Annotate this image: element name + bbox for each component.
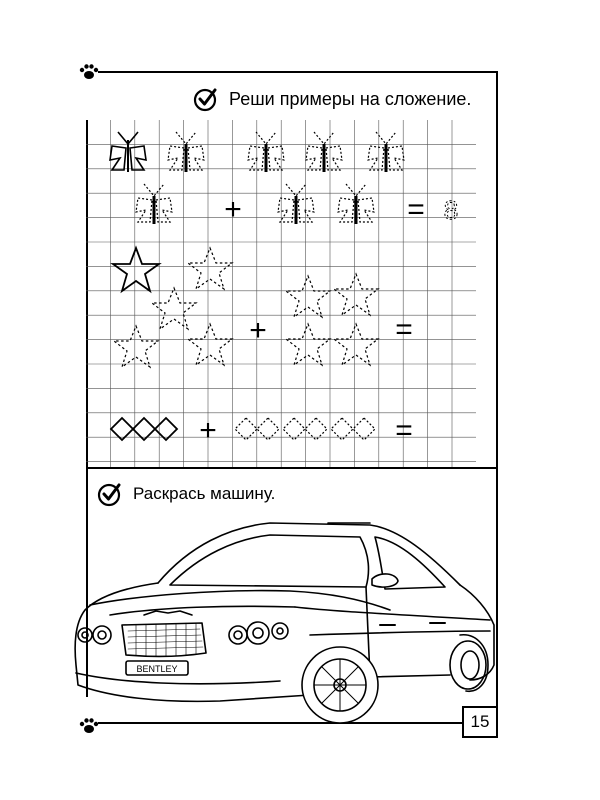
check-circle-icon	[193, 86, 219, 112]
star-icon	[334, 324, 378, 365]
diamond-icon	[353, 418, 375, 440]
answer-dashed: 8	[443, 195, 459, 225]
star-icon	[113, 248, 159, 291]
star-icon	[188, 248, 232, 289]
plus-sign: +	[224, 193, 242, 226]
page-frame-top	[98, 71, 498, 73]
butterfly-icon	[338, 184, 374, 224]
star-icon	[286, 324, 330, 365]
section-divider	[86, 467, 498, 469]
star-icon	[152, 288, 196, 329]
diamond-icon	[111, 418, 177, 440]
task-2-heading	[97, 481, 275, 507]
butterfly-icon	[306, 132, 342, 172]
butterfly-icon	[278, 184, 314, 224]
diamond-icon	[305, 418, 327, 440]
paw-icon	[78, 63, 100, 81]
equals-sign: =	[395, 313, 413, 346]
equals-sign: =	[407, 193, 425, 226]
car-illustration	[70, 515, 500, 730]
plus-sign: +	[249, 314, 267, 347]
check-circle-icon	[97, 481, 123, 507]
star-icon	[114, 326, 158, 367]
task-1-text: Реши примеры на сложение.	[229, 89, 472, 109]
butterfly-icon	[110, 132, 146, 172]
star-icon	[286, 276, 330, 317]
butterfly-icon	[136, 184, 172, 224]
page-number	[462, 706, 498, 738]
plus-sign: +	[199, 414, 217, 447]
grid-lines	[86, 120, 476, 468]
license-plate: BENTLEY	[136, 664, 178, 674]
diamond-icon	[331, 418, 353, 440]
diamond-icon	[257, 418, 279, 440]
butterfly-icon	[168, 132, 204, 172]
equals-sign: =	[395, 414, 413, 447]
exercise-grid	[86, 120, 476, 470]
diamond-icon	[283, 418, 305, 440]
butterfly-icon	[368, 132, 404, 172]
star-icon	[334, 274, 378, 315]
page-number-text: 15	[470, 712, 490, 731]
task-1-heading	[193, 86, 471, 112]
butterfly-icon	[248, 132, 284, 172]
diamond-icon	[235, 418, 257, 440]
task-2-text: Раскрась машину.	[133, 484, 276, 503]
star-icon	[188, 324, 232, 365]
